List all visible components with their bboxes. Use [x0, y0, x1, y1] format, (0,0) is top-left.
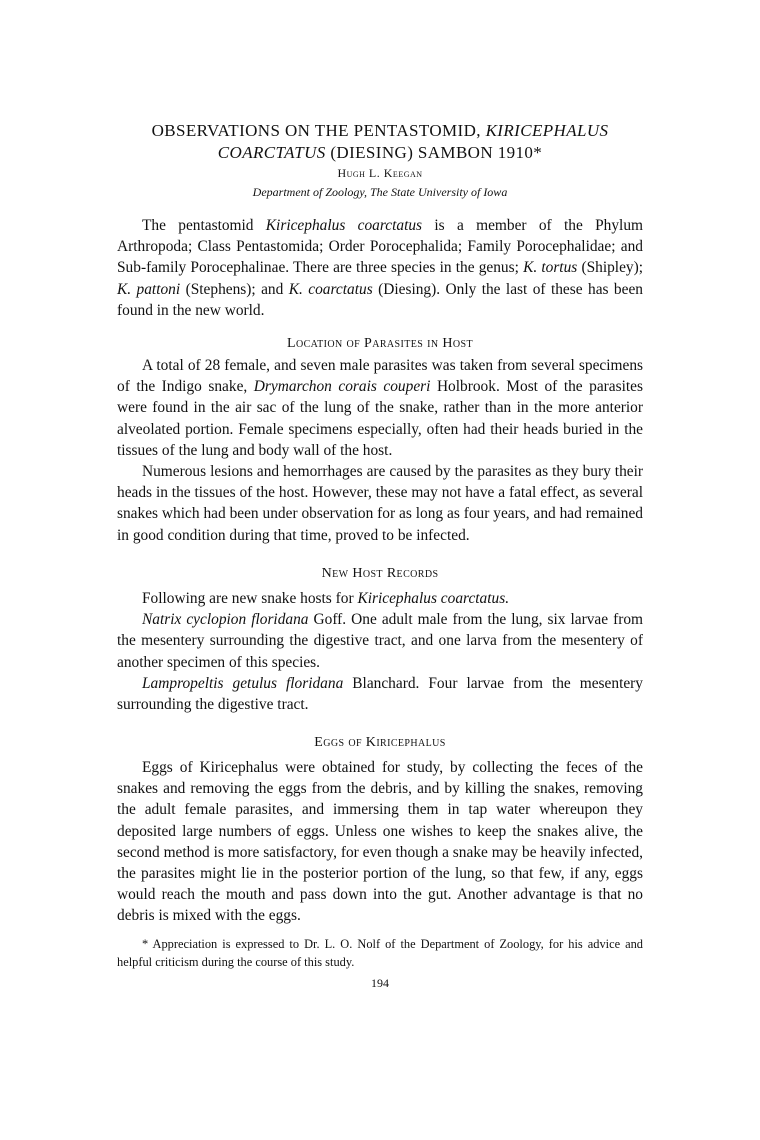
section-heading-location: Location of Parasites in Host — [287, 336, 473, 351]
intro-species-3: K. pattoni — [117, 280, 181, 298]
lampropeltis-text: Blanchard. Four larvae from the mesentery surrounding the digestive tract. — [117, 674, 643, 714]
title-line1-roman: OBSERVATIONS ON THE PENTASTOMID, — [151, 121, 486, 140]
author-affiliation: Department of Zoology, The State University of Iowa — [252, 185, 508, 199]
host-records-paragraph-3 — [117, 673, 643, 715]
footnote — [117, 935, 643, 971]
paper-title — [100, 120, 660, 164]
natrix-text: Goff. One adult male from the lung, six larvae from the mesentery surrounding the digestive tract, and one larva from the mesentery of another specimen of this species. — [117, 611, 644, 671]
eggs-paragraph: Eggs of Kiricephalus were obtained for study, by collecting the feces of the snakes and removing the eggs from the debris, and by killing the snakes, removing the adult female parasites, and immersing them in tap water whereupon they deposited large numbers of eggs. Unless one wishes to keep the snakes alive, the second method is more satisfactory, for even though a snake may be heavily infected, the parasites might lie in the posterior portion of the lung, so that few, if any, eggs would reach the mouth and pass down into the gut. Another advantage is that no debris is mixed with the eggs. — [117, 759, 643, 925]
footnote-text: * Appreciation is expressed to Dr. L. O. Nolf of the Department of Zoology, for his advice and helpful criticism during the course of this study. — [117, 937, 643, 969]
location-text-1: A total of 28 female, and seven male parasites was taken from several specimens of the Indigo snake, — [117, 357, 643, 396]
natrix-species: Natrix cyclopion floridana — [142, 611, 309, 629]
intro-text-1: The pentastomid — [142, 217, 266, 234]
location-species: Drymarchon corais couperi — [253, 378, 431, 396]
host-records-paragraph-2 — [117, 609, 643, 673]
host-records-paragraph-1 — [117, 588, 643, 609]
author-name: Hugh L. Keegan — [337, 166, 423, 180]
host-records-species: Kiricephalus coarctatus. — [357, 590, 510, 607]
host-records-text-1: Following are new snake hosts for — [142, 590, 358, 607]
location-paragraph-1 — [117, 355, 643, 461]
intro-text-5: (Diesing). Only the last of these has been found in the new world. — [117, 280, 643, 319]
location-block — [117, 355, 643, 546]
page-number: 194 — [371, 976, 389, 990]
title-line2-roman: (DIESING) SAMBON 1910* — [325, 143, 543, 162]
intro-species-4: K. coarctatus — [288, 280, 373, 298]
section-heading-eggs: Eggs of Kiricephalus — [314, 735, 446, 750]
host-records-block — [117, 588, 643, 715]
intro-species-2: K. tortus — [523, 259, 578, 277]
title-line2-italic: COARCTATUS — [217, 143, 326, 162]
intro-text-2: is a member of the Phylum Arthropoda; Class Pentastomida; Order Porocephalida; Family Porocephalidae; and Sub-family Porocephalinae. There are three species in the genus; — [117, 217, 643, 277]
intro-paragraph — [117, 215, 643, 321]
eggs-block — [117, 757, 643, 927]
location-paragraph-2: Numerous lesions and hemorrhages are caused by the parasites as they bury their heads in the tissues of the host. However, these may not have a fatal effect, as several snakes which had been under observation for as long as four years, and had remained in good condition during that time, proved to be infected. — [117, 463, 643, 544]
intro-text-3: (Shipley); — [577, 259, 644, 277]
lampropeltis-species: Lampropeltis getulus floridana — [142, 674, 344, 692]
section-heading-host-records: New Host Records — [321, 566, 439, 581]
intro-block — [117, 215, 643, 321]
intro-text-4: (Stephens); and — [180, 280, 289, 298]
title-line1-italic: KIRICEPHALUS — [485, 121, 609, 140]
intro-species-1: Kiricephalus coarctatus — [265, 217, 423, 234]
location-text-2: Holbrook. Most of the parasites were found in the air sac of the lung of the snake, rather than in the more anterior alveolated portion. Female specimens especially, often had their heads buried in the tissues of the lung and body wall of the host. — [117, 378, 643, 459]
